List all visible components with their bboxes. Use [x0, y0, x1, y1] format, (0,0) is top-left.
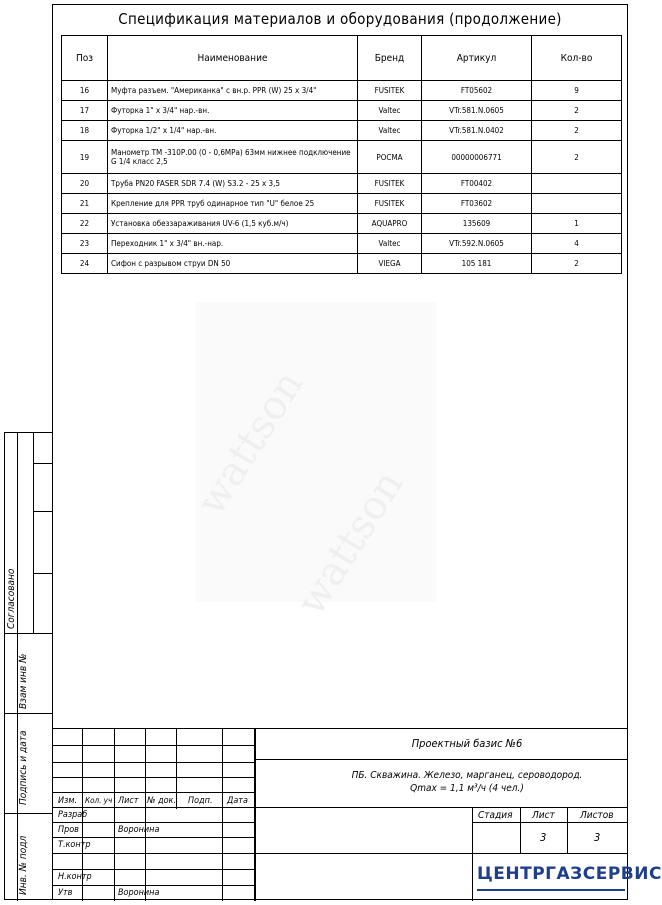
title-block	[52, 728, 662, 901]
row-name: Футорка 1/2" x 1/4" нар.-вн.	[108, 121, 358, 141]
signature-date-label: Подпись и дата	[18, 730, 29, 805]
col-list: Лист	[118, 796, 139, 806]
row-name: Футорка 1" x 3/4" нар.-вн.	[108, 101, 358, 121]
prov-name: Воронина	[118, 825, 160, 835]
row-brand: FUSITEK	[358, 81, 422, 101]
column-header-name: Наименование	[108, 36, 358, 81]
specification-table	[61, 35, 622, 274]
razrab-label: Разраб	[58, 810, 88, 820]
row-qty: 4	[532, 234, 622, 254]
row-brand: AQUAPRO	[358, 214, 422, 234]
row-qty: 2	[532, 254, 622, 274]
row-pos: 23	[62, 234, 108, 254]
inv-original-label: Инв. № подл	[18, 835, 29, 895]
tkontr-label: Т.контр	[58, 840, 91, 850]
utv-name: Воронина	[118, 888, 160, 898]
table-header-row	[62, 36, 622, 81]
sheets-count: 3	[594, 831, 601, 844]
column-header-qty: Кол-во	[532, 36, 622, 81]
row-pos: 21	[62, 194, 108, 214]
row-brand: Valtec	[358, 121, 422, 141]
row-brand: РОСМА	[358, 141, 422, 174]
row-article: 00000006771	[422, 141, 532, 174]
company-logo: ЦЕНТРГАЗСЕРВИС	[477, 859, 625, 891]
row-name: Установка обеззараживания UV-6 (1,5 куб.м/ч)	[108, 214, 358, 234]
stage-label: Стадия	[478, 810, 513, 821]
row-article: FT00402	[422, 174, 532, 194]
row-pos: 24	[62, 254, 108, 274]
table-row	[62, 234, 622, 254]
row-pos: 18	[62, 121, 108, 141]
utv-label: Утв	[58, 888, 73, 898]
col-doc: № док.	[147, 796, 177, 806]
table-row	[62, 174, 622, 194]
row-name: Манометр ТМ -310Р.00 (0 - 0,6МРа) 63мм нижнее подключение G 1/4 класс 2,5	[108, 141, 358, 174]
row-brand: VIEGA	[358, 254, 422, 274]
column-header-pos: Поз	[62, 36, 108, 81]
watermark-text: wattson	[288, 462, 413, 624]
col-sign: Подп.	[188, 796, 213, 806]
row-name: Переходник 1" x 3/4" вн.-нар.	[108, 234, 358, 254]
col-kol: Кол. уч	[85, 796, 113, 805]
column-header-brand: Бренд	[358, 36, 422, 81]
table-row	[62, 81, 622, 101]
side-stamp	[4, 432, 52, 900]
row-qty: 2	[532, 121, 622, 141]
description-line-1: ПБ. Скважина. Железо, марганец, сероводород.	[351, 770, 583, 781]
row-article: 135609	[422, 214, 532, 234]
row-brand: FUSITEK	[358, 194, 422, 214]
row-qty: 9	[532, 81, 622, 101]
row-article: FT05602	[422, 81, 532, 101]
row-qty	[532, 174, 622, 194]
table-row	[62, 121, 622, 141]
row-qty: 1	[532, 214, 622, 234]
row-pos: 17	[62, 101, 108, 121]
row-article: VTr.581.N.0605	[422, 101, 532, 121]
row-article: VTr.581.N.0402	[422, 121, 532, 141]
row-brand: FUSITEK	[358, 174, 422, 194]
table-row	[62, 141, 622, 174]
row-qty: 2	[532, 101, 622, 121]
col-date: Дата	[227, 796, 248, 806]
nkontr-label: Н.контр	[58, 872, 92, 882]
sheet-label: Лист	[532, 810, 555, 821]
row-qty	[532, 194, 622, 214]
row-name: Сифон с разрывом струи DN 50	[108, 254, 358, 274]
row-pos: 16	[62, 81, 108, 101]
sheet-number: 3	[540, 831, 547, 844]
row-pos: 19	[62, 141, 108, 174]
row-qty: 2	[532, 141, 622, 174]
table-row	[62, 101, 622, 121]
agreed-label: Согласовано	[6, 568, 17, 629]
prov-label: Пров	[58, 825, 79, 835]
sheets-label: Листов	[580, 810, 614, 821]
description-line-2: Qmax = 1,1 м³/ч (4 чел.)	[410, 783, 524, 794]
row-brand: Valtec	[358, 234, 422, 254]
row-pos: 22	[62, 214, 108, 234]
row-article: FT03602	[422, 194, 532, 214]
table-row	[62, 214, 622, 234]
row-article: VTr.592.N.0605	[422, 234, 532, 254]
row-name: Труба PN20 FASER SDR 7.4 (W) S3.2 - 25 x 3,5	[108, 174, 358, 194]
row-name: Муфта разъем. "Американка" с вн.р. PPR (W) 25 x 3/4"	[108, 81, 358, 101]
table-row	[62, 194, 622, 214]
project-description	[307, 769, 627, 795]
project-title: Проектный базис №6	[411, 737, 523, 750]
column-header-article: Артикул	[422, 36, 532, 81]
inv-replace-label: Взам инв №	[18, 653, 29, 709]
row-brand: Valtec	[358, 101, 422, 121]
row-name: Крепление для PPR труб одинарное тип "U" белое 25	[108, 194, 358, 214]
row-pos: 20	[62, 174, 108, 194]
page-title: Спецификация материалов и оборудования (продолжение)	[118, 10, 562, 28]
row-article: 105 181	[422, 254, 532, 274]
watermark-text: wattson	[188, 362, 313, 524]
table-row	[62, 254, 622, 274]
col-izm: Изм.	[58, 796, 78, 806]
